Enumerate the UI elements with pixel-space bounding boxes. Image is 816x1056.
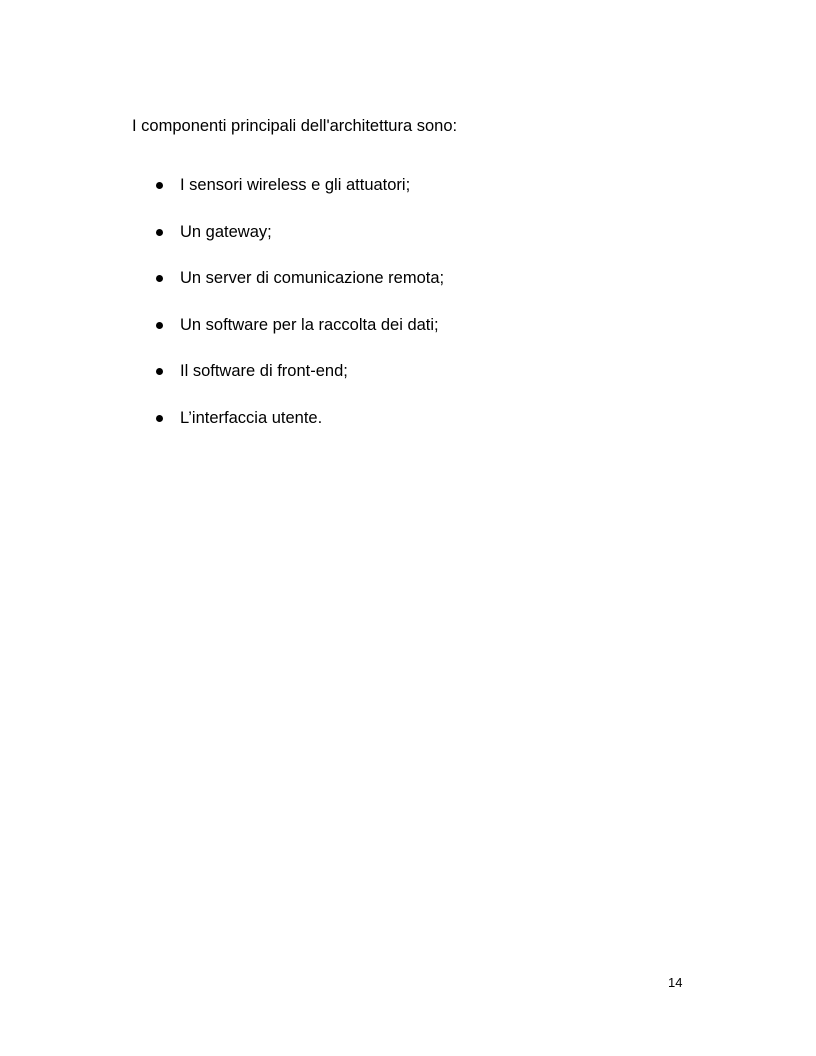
page-number: 14 xyxy=(668,975,683,990)
list-item-text: Un server di comunicazione remota; xyxy=(180,269,445,287)
list-item-text: Il software di front-end; xyxy=(180,362,348,380)
list-item-text: I sensori wireless e gli attuatori; xyxy=(180,176,411,194)
list-item-text: Un software per la raccolta dei dati; xyxy=(180,315,439,334)
bullet-icon xyxy=(156,322,163,329)
bullet-icon xyxy=(156,229,163,236)
bullet-icon xyxy=(156,182,163,189)
bullet-icon xyxy=(156,275,163,282)
list-item-text: Un gateway; xyxy=(180,222,272,241)
intro-paragraph: I componenti principali dell'architettura sono: xyxy=(132,117,458,135)
bullet-icon xyxy=(156,368,163,375)
list-item-text: L’interfaccia utente. xyxy=(180,408,323,427)
bullet-icon xyxy=(156,415,163,422)
